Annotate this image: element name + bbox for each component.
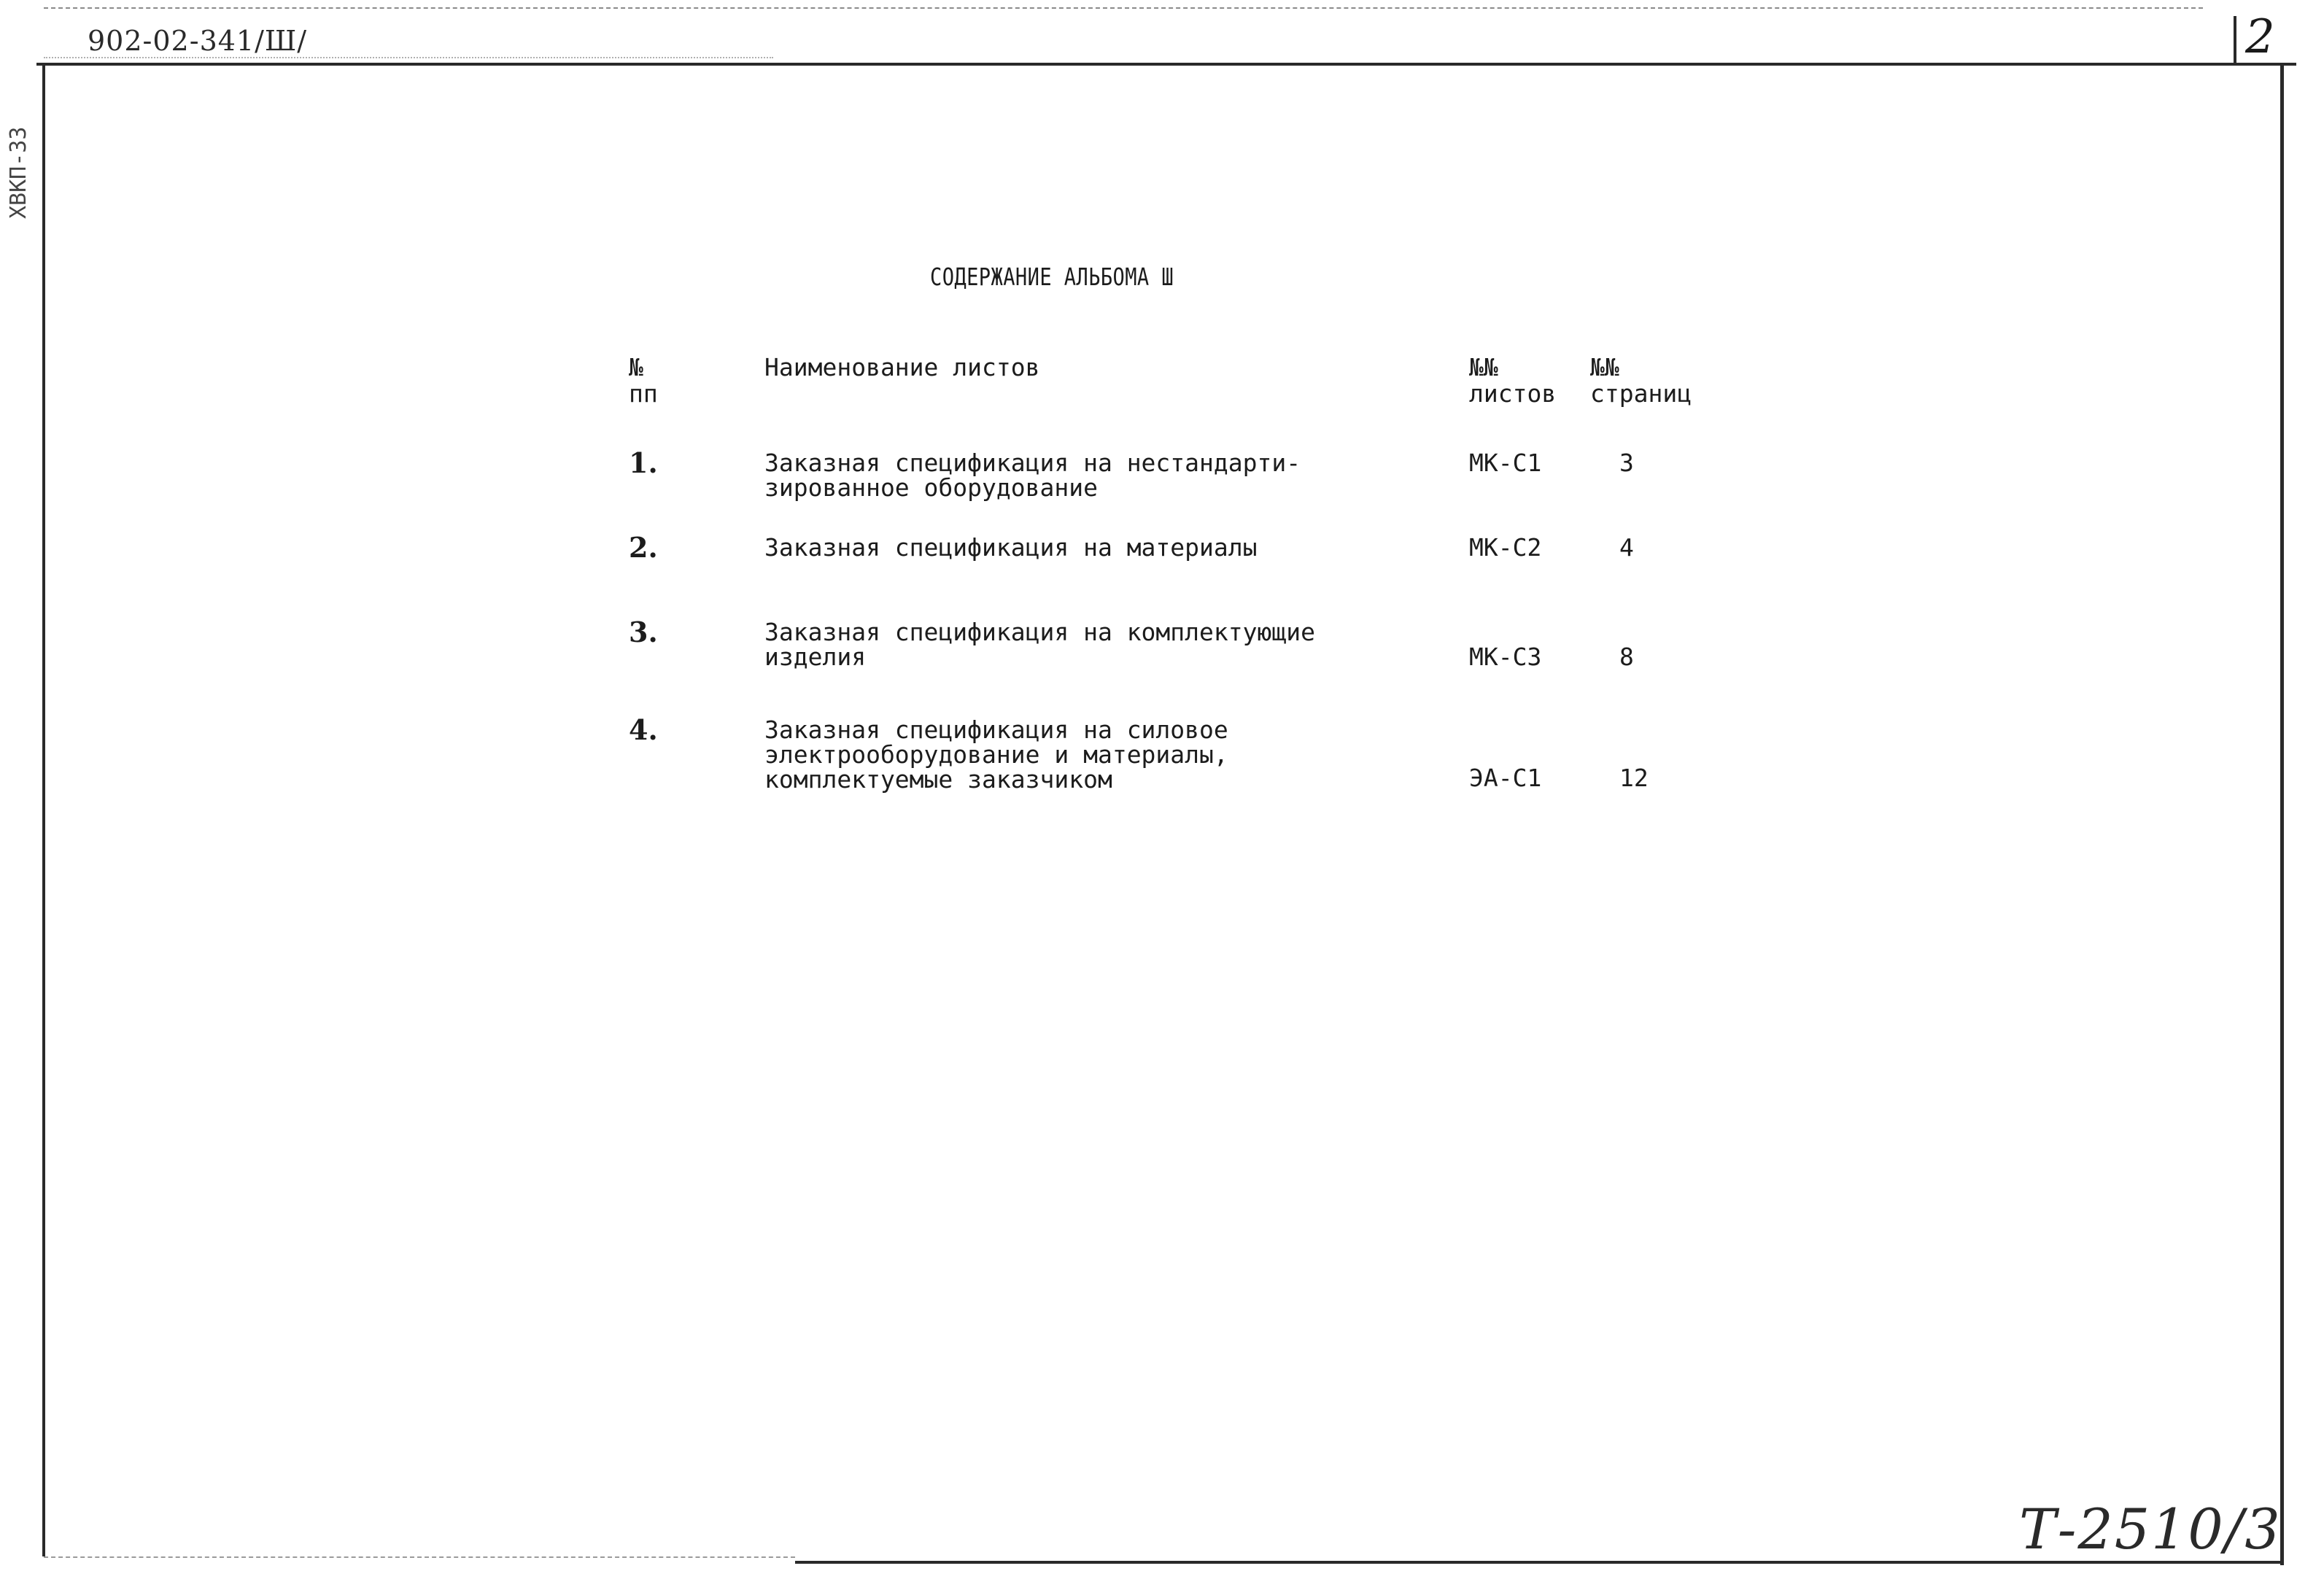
- row-2-sheet: МК-С2: [1469, 533, 1542, 562]
- frame-bottom-dashed-line: [44, 1556, 795, 1558]
- side-stamp: ХВКП-33: [6, 126, 31, 219]
- row-3-page: 8: [1619, 643, 1634, 671]
- row-1-name-line2: зированное оборудование: [764, 473, 1098, 502]
- row-2-name: [764, 535, 1258, 560]
- top-dashed-line: [44, 7, 2203, 9]
- column-header-sheets: [1469, 354, 1556, 407]
- row-1-sheet: МК-С1: [1469, 449, 1542, 477]
- column-header-number-line1: №: [629, 353, 643, 381]
- row-1-name-line1: Заказная спецификация на нестандарти-: [764, 449, 1301, 477]
- row-4-page: 12: [1619, 764, 1649, 792]
- row-4-sheet: ЭА-С1: [1469, 764, 1542, 792]
- page-number: 2: [2245, 10, 2275, 64]
- column-header-sheets-line2: листов: [1469, 379, 1557, 408]
- header-dotted-line: [44, 57, 773, 58]
- column-header-name: Наименование листов: [764, 353, 1040, 381]
- row-4-name-line3: комплектуемые заказчиком: [764, 765, 1112, 794]
- column-header-pages: [1590, 354, 1692, 407]
- row-2-page: 4: [1619, 533, 1634, 562]
- row-2-name-line1: Заказная спецификация на материалы: [764, 533, 1258, 562]
- row-3-number: 3.: [629, 616, 658, 648]
- row-3-name-line1: Заказная спецификация на комплектующие: [764, 618, 1315, 646]
- row-2-number: 2.: [629, 531, 658, 564]
- row-3-name: [764, 620, 1315, 670]
- column-header-number-line2: пп: [629, 379, 658, 408]
- row-1-number: 1.: [629, 446, 658, 479]
- row-4-name-line1: Заказная спецификация на силовое: [764, 716, 1228, 744]
- row-3-sheet: МК-С3: [1469, 643, 1542, 671]
- page-title: СОДЕРЖАНИЕ АЛЬБОМА Ш: [930, 263, 1174, 291]
- document-code: 902-02-341/Ш/: [88, 25, 308, 57]
- row-4-number: 4.: [629, 713, 658, 746]
- row-1-page: 3: [1619, 449, 1634, 477]
- row-1-name: [764, 451, 1301, 500]
- row-4-name-line2: электрооборудование и материалы,: [764, 740, 1228, 769]
- column-header-sheets-line1: №№: [1469, 353, 1498, 381]
- frame-top-line: [36, 63, 2296, 66]
- column-header-number: [629, 354, 658, 407]
- column-header-pages-line1: №№: [1590, 353, 1619, 381]
- handwritten-note: Т-2510/3: [2019, 1497, 2282, 1562]
- row-3-name-line2: изделия: [764, 643, 867, 671]
- row-4-name: [764, 718, 1228, 792]
- column-header-pages-line2: страниц: [1590, 379, 1692, 408]
- frame-left-line: [42, 63, 45, 1556]
- frame-right-line: [2280, 63, 2284, 1565]
